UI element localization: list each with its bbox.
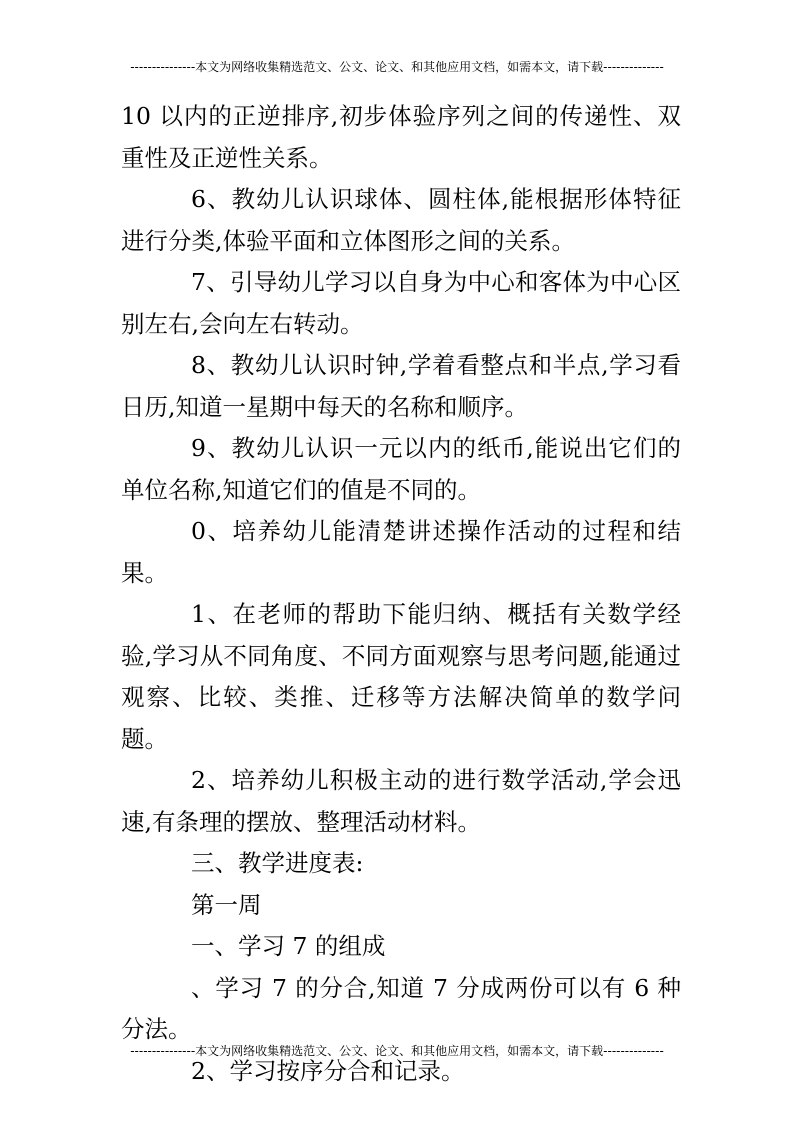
- footer-banner: ---------------本文为网络收集精选范文、公文、论文、和其他应用文档，如需本文，请下载--------------: [130, 1044, 664, 1058]
- paragraph: 10 以内的正逆排序,初步体验序列之间的传递性、双重性及正逆性关系。: [121, 102, 681, 172]
- paragraph: 0、培养幼儿能清楚讲述操作活动的过程和结果。: [121, 517, 681, 587]
- paragraph: 、学习 7 的分合,知道 7 分成两份可以有 6 种分法。: [121, 973, 681, 1043]
- lesson-heading: 一、学习 7 的组成: [191, 932, 386, 960]
- document-body: [121, 96, 681, 1092]
- paragraph: 2、学习按序分合和记录。: [191, 1056, 465, 1085]
- paragraph: 8、教幼儿认识时钟,学着看整点和半点,学习看日历,知道一星期中每天的名称和顺序。: [121, 351, 681, 421]
- paragraph: 6、教幼儿认识球体、圆柱体,能根据形体特征进行分类,体验平面和立体图形之间的关系。: [121, 185, 681, 255]
- paragraph: 1、在老师的帮助下能归纳、概括有关数学经验,学习从不同角度、不同方面观察与思考问题,能通过观察、比较、类推、迁移等方法解决简单的数学问题。: [121, 600, 681, 753]
- week-heading: 第一周: [191, 890, 262, 919]
- paragraph: 7、引导幼儿学习以自身为中心和客体为中心区别左右,会向左右转动。: [121, 268, 681, 338]
- section-heading: 三、教学进度表:: [191, 849, 364, 877]
- paragraph: 9、教幼儿认识一元以内的纸币,能说出它们的单位名称,知道它们的值是不同的。: [121, 434, 681, 504]
- header-banner: ---------------本文为网络收集精选范文、公文、论文、和其他应用文档，如需本文，请下载--------------: [130, 60, 664, 74]
- paragraph: 2、培养幼儿积极主动的进行数学活动,学会迅速,有条理的摆放、整理活动材料。: [121, 766, 681, 836]
